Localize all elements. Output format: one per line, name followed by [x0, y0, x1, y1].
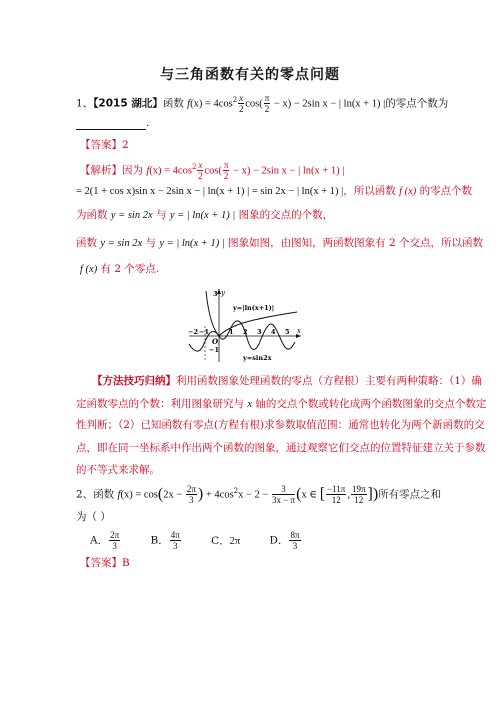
- q2-stem: [76, 484, 441, 505]
- q2-sup2: 2: [233, 487, 239, 495]
- a1-eq-b: − x) − 2sin x − | ln(x + 1) |: [230, 165, 345, 177]
- option-c-label: C．: [211, 534, 230, 547]
- analysis1-line2-tail: 的零点个数: [416, 185, 473, 197]
- q1-stem-post: 的零点个数为: [385, 97, 449, 110]
- analysis1-line5-post: 有 2 个零点.: [97, 263, 160, 275]
- origin-label: O: [212, 337, 219, 346]
- option-a-num: 2π: [110, 530, 120, 540]
- q1-source: 【2015 湖北】: [93, 97, 163, 110]
- a1-frac-pi-den: 2: [223, 171, 229, 181]
- analysis1-line4-and: 与: [142, 237, 160, 249]
- tick-y-3: 3: [213, 290, 218, 298]
- analysis1-line3-y1: y = sin 2x: [110, 210, 153, 221]
- q2-frac4: [351, 484, 367, 505]
- method-line2-post: 轴的交点个数或转化成两个函数图象的交点个数定: [252, 398, 487, 410]
- q2-frac1: [186, 484, 197, 505]
- answer2-label: 【答案】: [80, 557, 122, 569]
- analysis1-line4-y1: y = sin 2x: [100, 238, 143, 249]
- q1-eq-b: − x) − 2sin x − | ln(x + 1) |: [271, 98, 386, 110]
- ln-curve: [206, 291, 297, 336]
- tick-x-4: 4: [271, 328, 276, 336]
- a1-func-name: f: [146, 165, 150, 177]
- option-c-val: 2π: [229, 535, 241, 547]
- q1-frac-pi: [264, 93, 271, 114]
- a1-frac-pi: [223, 160, 230, 181]
- tick-x-3: 3: [257, 328, 262, 336]
- q2-line2: 为（ ）: [76, 511, 111, 523]
- q1-cos-open: cos(: [245, 98, 263, 110]
- a1-func-var: (x): [149, 165, 162, 177]
- q2-f3-num: −11π: [327, 484, 346, 494]
- method-line2-x: x: [247, 399, 253, 410]
- method-label: 【方法技巧归纳】: [92, 375, 176, 387]
- analysis1-line4: [76, 236, 483, 251]
- paren-open-2: (: [296, 485, 302, 503]
- q1-stem: [76, 93, 448, 114]
- option-d-den: 3: [292, 541, 298, 551]
- q1-frac-pi-den: 2: [264, 104, 270, 114]
- analysis1-line3-pre: 为函数: [76, 209, 111, 221]
- q1-period: .: [146, 117, 150, 129]
- option-c: [211, 534, 240, 549]
- analysis1-line3-y2: y = | ln(x + 1) |: [169, 210, 236, 221]
- tick-x-1: 1: [229, 328, 234, 336]
- analysis1-label: 【解析】: [80, 164, 122, 177]
- q2-frac2: [272, 484, 295, 505]
- bracket-close: ]: [367, 485, 373, 503]
- q2-stem-pre: 函数: [93, 488, 118, 501]
- analysis1-line4-y2: y = | ln(x + 1) |: [159, 238, 225, 249]
- a1-frac-x-num: x: [198, 160, 203, 170]
- analysis1-line3-post: 图象的交点的个数，: [235, 209, 334, 221]
- tick-x-neg1: −1: [199, 328, 209, 336]
- paren-open: (: [157, 485, 164, 503]
- q2-number: 2、: [76, 488, 94, 501]
- function-graph: [185, 286, 305, 364]
- method-line1: [92, 374, 482, 388]
- q2-func: f: [117, 489, 121, 501]
- q2-f1-num: 2π: [186, 484, 196, 494]
- page-title: 与三角函数有关的零点问题: [160, 67, 340, 83]
- q1-frac-x-num: x: [239, 93, 244, 103]
- option-d-label: D．: [269, 534, 289, 547]
- option-d-num: 8π: [290, 530, 300, 540]
- analysis1-line3: [76, 208, 333, 223]
- q1-frac-x: [238, 93, 244, 114]
- q1-func-var: (x): [190, 98, 203, 110]
- answer1: [80, 138, 129, 152]
- analysis1-line3-and: 与: [152, 209, 170, 221]
- method-line4: 点，即在同一坐标系中作出两个函数的图象，通过观察它们交点的位置特征建立关于参数: [76, 442, 486, 454]
- q1-eq-a: = 4cos: [202, 98, 233, 110]
- analysis1-line4-post: 图象如图，由图知，两函数图象有 2 个交点，所以函数: [224, 237, 483, 249]
- q1-number: 1、: [76, 97, 94, 110]
- option-a-label: A．: [90, 534, 109, 547]
- method-line5: 的不等式来求解。: [76, 464, 160, 476]
- option-a-den: 3: [112, 541, 117, 551]
- paren-close: ): [197, 485, 204, 503]
- sin-curve-label: y=sin2x: [243, 354, 272, 362]
- analysis1-line1: [80, 160, 344, 181]
- tick-x-2: 2: [243, 328, 248, 336]
- q2-eq-a: = cos: [132, 489, 158, 501]
- option-d: [270, 530, 302, 551]
- q2-eq-c: x − 2 −: [238, 489, 271, 501]
- q2-f1-den: 3: [189, 495, 194, 505]
- q2-f2-num: 3: [272, 484, 295, 495]
- option-a-frac: [109, 530, 120, 551]
- q2-frac3: [326, 484, 346, 505]
- method-line2: [76, 397, 486, 412]
- a1-sup2: 2: [191, 163, 197, 171]
- bracket-open: [: [319, 485, 326, 503]
- q2-inner-a: 2x −: [163, 489, 185, 501]
- q1-frac-pi-num: π: [264, 93, 270, 103]
- option-b-num: 4π: [170, 530, 180, 540]
- q1-frac-x-den: 2: [238, 104, 244, 114]
- option-b-label: B．: [150, 534, 169, 547]
- answer1-label: 【答案】: [80, 139, 122, 151]
- a1-cos-open: cos(: [204, 165, 222, 177]
- method-line3: 性判断；（2）已知函数有零点(方程有根)求参数取值范围：通常也转化为两个新函数的交: [76, 419, 485, 431]
- option-b-den: 3: [172, 541, 178, 551]
- a1-frac-x-den: 2: [198, 171, 203, 181]
- q1-stem-pre: 函数: [162, 97, 188, 110]
- ln-curve-label: y=|ln(x+1)|: [233, 304, 275, 312]
- tick-y-neg1: −1: [209, 346, 219, 354]
- q2-f4-num: 19π: [351, 484, 366, 494]
- q1-blank-line: [76, 116, 149, 130]
- q2-f2-den: 3x − π: [271, 495, 296, 505]
- option-a: [90, 530, 121, 551]
- a1-eq-a: = 4cos: [161, 165, 192, 177]
- tick-x-neg2: −2: [188, 328, 198, 336]
- a1-frac-x: [197, 160, 203, 181]
- option-b-frac: [170, 530, 181, 551]
- answer-blank: [76, 117, 146, 130]
- option-b: [150, 530, 181, 551]
- analysis1-line2: [76, 184, 472, 199]
- method-line1-text: 利用函数图象处理函数的零点（方程根）主要有两种策略：（1）确: [176, 375, 482, 387]
- x-axis-label: x: [297, 327, 301, 335]
- option-d-frac: [289, 530, 300, 551]
- analysis1-line2-f: f (x): [399, 186, 417, 197]
- q2-stem-post: 所有零点之和: [378, 488, 442, 501]
- tick-x-5: 5: [285, 328, 290, 336]
- q2-eq-b: + 4cos: [203, 489, 234, 501]
- q2-options: [90, 530, 328, 551]
- analysis1-line4-pre: 函数: [76, 237, 101, 249]
- answer2: [80, 556, 130, 570]
- q1-func-name: f: [187, 98, 191, 110]
- analysis1-line5-f: f (x): [80, 264, 98, 275]
- q1-sup2: 2: [232, 96, 238, 104]
- q2-var: (x): [120, 489, 133, 501]
- paren-close-2: ): [372, 485, 379, 503]
- answer1-value: 2: [122, 139, 129, 151]
- q2-dom-pre: x ∈: [301, 489, 320, 501]
- a1-frac-pi-num: π: [223, 160, 229, 170]
- method-line2-pre: 定函数零点的个数：利用图象研究与: [76, 398, 248, 410]
- y-axis-label: y: [221, 289, 225, 297]
- analysis1-line1-pre: 因为: [122, 164, 147, 177]
- analysis1-line2-eq: = 2(1 + cos x)sin x − 2sin x − | ln(x + 1) | = sin 2x − | ln(x + 1) |: [76, 186, 344, 197]
- analysis1-line2-post: ，所以函数: [343, 185, 400, 197]
- q2-f4-den: 12: [354, 495, 364, 505]
- q2-comma: ,: [347, 489, 350, 501]
- analysis1-line5: [80, 262, 159, 277]
- q2-f3-den: 12: [331, 495, 341, 505]
- answer2-value: B: [122, 557, 130, 569]
